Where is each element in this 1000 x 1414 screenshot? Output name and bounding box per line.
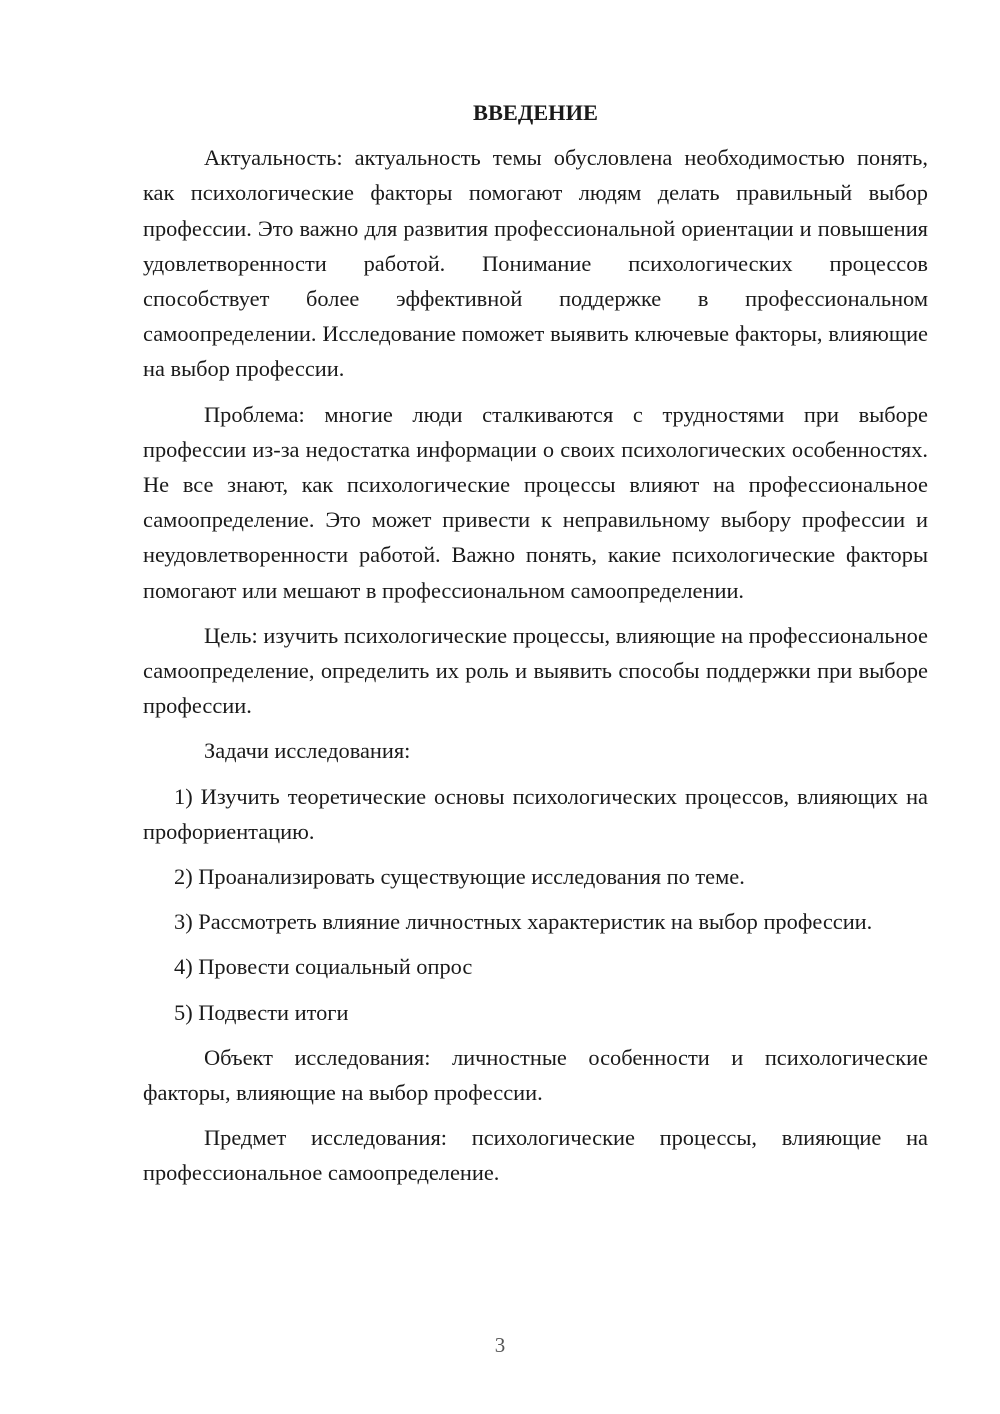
page-number: 3 (494, 1333, 506, 1357)
document-page (143, 95, 928, 1201)
task-item-2: 2) Проанализировать существующие исследования по теме. (174, 864, 745, 890)
object-paragraph: Объект исследования: личностные особенности и психологические факторы, влияющие на выбор профессии. (143, 1044, 928, 1106)
task-item-4: 4) Провести социальный опрос (174, 954, 473, 980)
section-heading: ВВЕДЕНИЕ (473, 100, 598, 125)
task-item-1: 1) Изучить теоретические основы психологических процессов, влияющих на профориентацию. (143, 783, 928, 844)
goal-paragraph: Цель: изучить психологические процессы, влияющие на профессиональное самоопределение, определить их роль и выявить способы поддержки при выборе профессии. (143, 622, 928, 719)
problem-paragraph: Проблема: многие люди сталкиваются с трудностями при выборе профессии из-за недостатка информации о своих психологических особенностях. Не все знают, как психологические процессы влияют на профессиональное самоопределение. Это может привести к неправильному выбору профессии и неудовлетворенности работой. Важно понять, какие психологические факторы помогают или мешают в профессиональном самоопределении. (143, 401, 928, 603)
task-item-3: 3) Рассмотреть влияние личностных характеристик на выбор профессии. (174, 909, 873, 935)
task-item-5: 5) Подвести итоги (174, 999, 349, 1025)
subject-paragraph: Предмет исследования: психологические процессы, влияющие на профессиональное самоопределение. (143, 1125, 928, 1186)
relevance-paragraph: Актуальность: актуальность темы обусловлена необходимостью понять, как психологические факторы помогают людям делать правильный выбор профессии. Это важно для развития профессиональной ориентации и повышения удовлетворенности работой. Понимание психологических процессов способствует более эффективной поддержке в профессиональном самоопределении. Исследование поможет выявить ключевые факторы, влияющие на выбор профессии. (143, 145, 928, 382)
tasks-title: Задачи исследования: (204, 738, 411, 764)
